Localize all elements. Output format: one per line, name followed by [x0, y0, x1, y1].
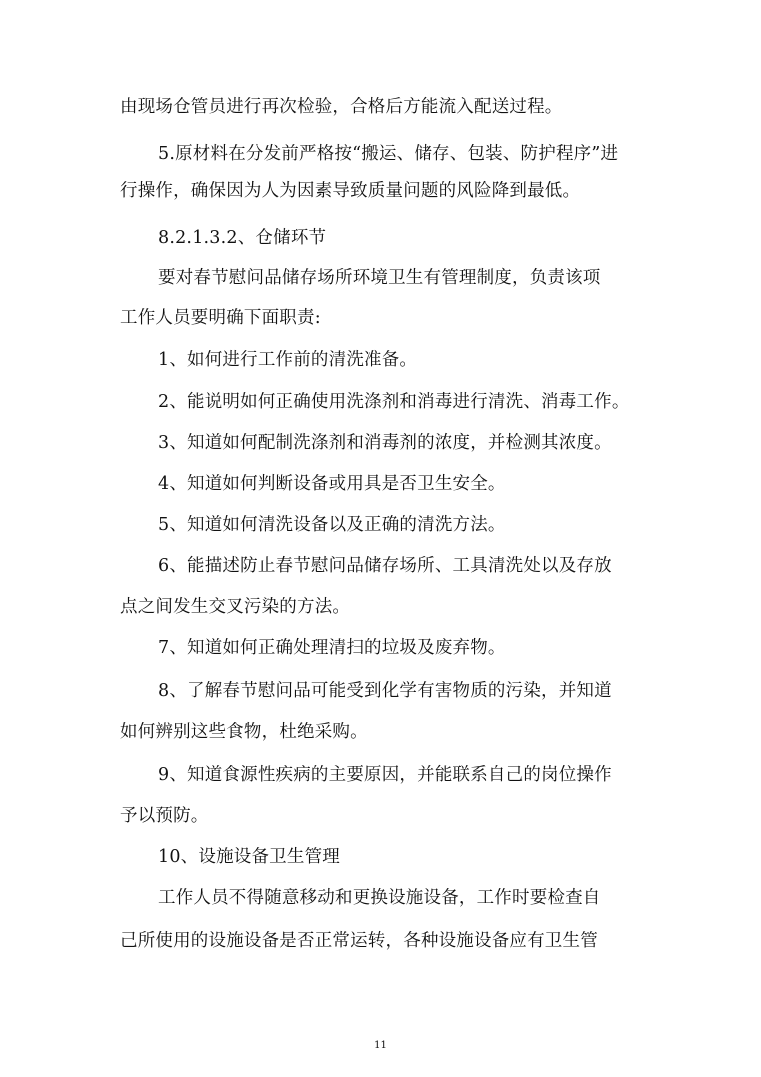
body-line: 己所使用的设施设备是否正常运转，各种设施设备应有卫生管	[120, 931, 598, 951]
body-line: 行操作，确保因为人为因素导致质量问题的风险降到最低。	[120, 181, 581, 201]
list-item: 4、知道如何判断设备或用具是否卫生安全。	[158, 474, 506, 494]
list-item: 3、知道如何配制洗涤剂和消毒剂的浓度，并检测其浓度。	[158, 433, 612, 453]
section-heading: 10、设施设备卫生管理	[158, 847, 340, 867]
list-item: 7、知道如何正确处理清扫的垃圾及废弃物。	[158, 638, 506, 658]
body-line: 予以预防。	[120, 806, 209, 826]
section-heading: 8.2.1.3.2、仓储环节	[158, 228, 327, 248]
body-line: 由现场仓管员进行再次检验，合格后方能流入配送过程。	[120, 97, 563, 117]
list-item: 6、能描述防止春节慰问品储存场所、工具清洗处以及存放	[158, 556, 612, 576]
page-number: 11	[374, 1040, 387, 1051]
list-item: 8、了解春节慰问品可能受到化学有害物质的污染，并知道	[158, 681, 612, 701]
list-item: 1、如何进行工作前的清洗准备。	[158, 350, 418, 370]
body-line: 工作人员要明确下面职责:	[120, 308, 321, 328]
body-line: 点之间发生交叉污染的方法。	[120, 597, 351, 617]
body-line: 工作人员不得随意移动和更换设施设备，工作时要检查自	[158, 888, 601, 908]
list-item: 5、知道如何清洗设备以及正确的清洗方法。	[158, 515, 506, 535]
list-item: 2、能说明如何正确使用洗涤剂和消毒进行清洗、消毒工作。	[158, 392, 630, 412]
body-line: 5.原材料在分发前严格按“搬运、储存、包装、防护程序”进	[158, 144, 619, 164]
body-line: 如何辨别这些食物，杜绝采购。	[120, 722, 368, 742]
body-line: 要对春节慰问品储存场所环境卫生有管理制度，负责该项	[158, 268, 601, 288]
list-item: 9、知道食源性疾病的主要原因，并能联系自己的岗位操作	[158, 765, 612, 785]
